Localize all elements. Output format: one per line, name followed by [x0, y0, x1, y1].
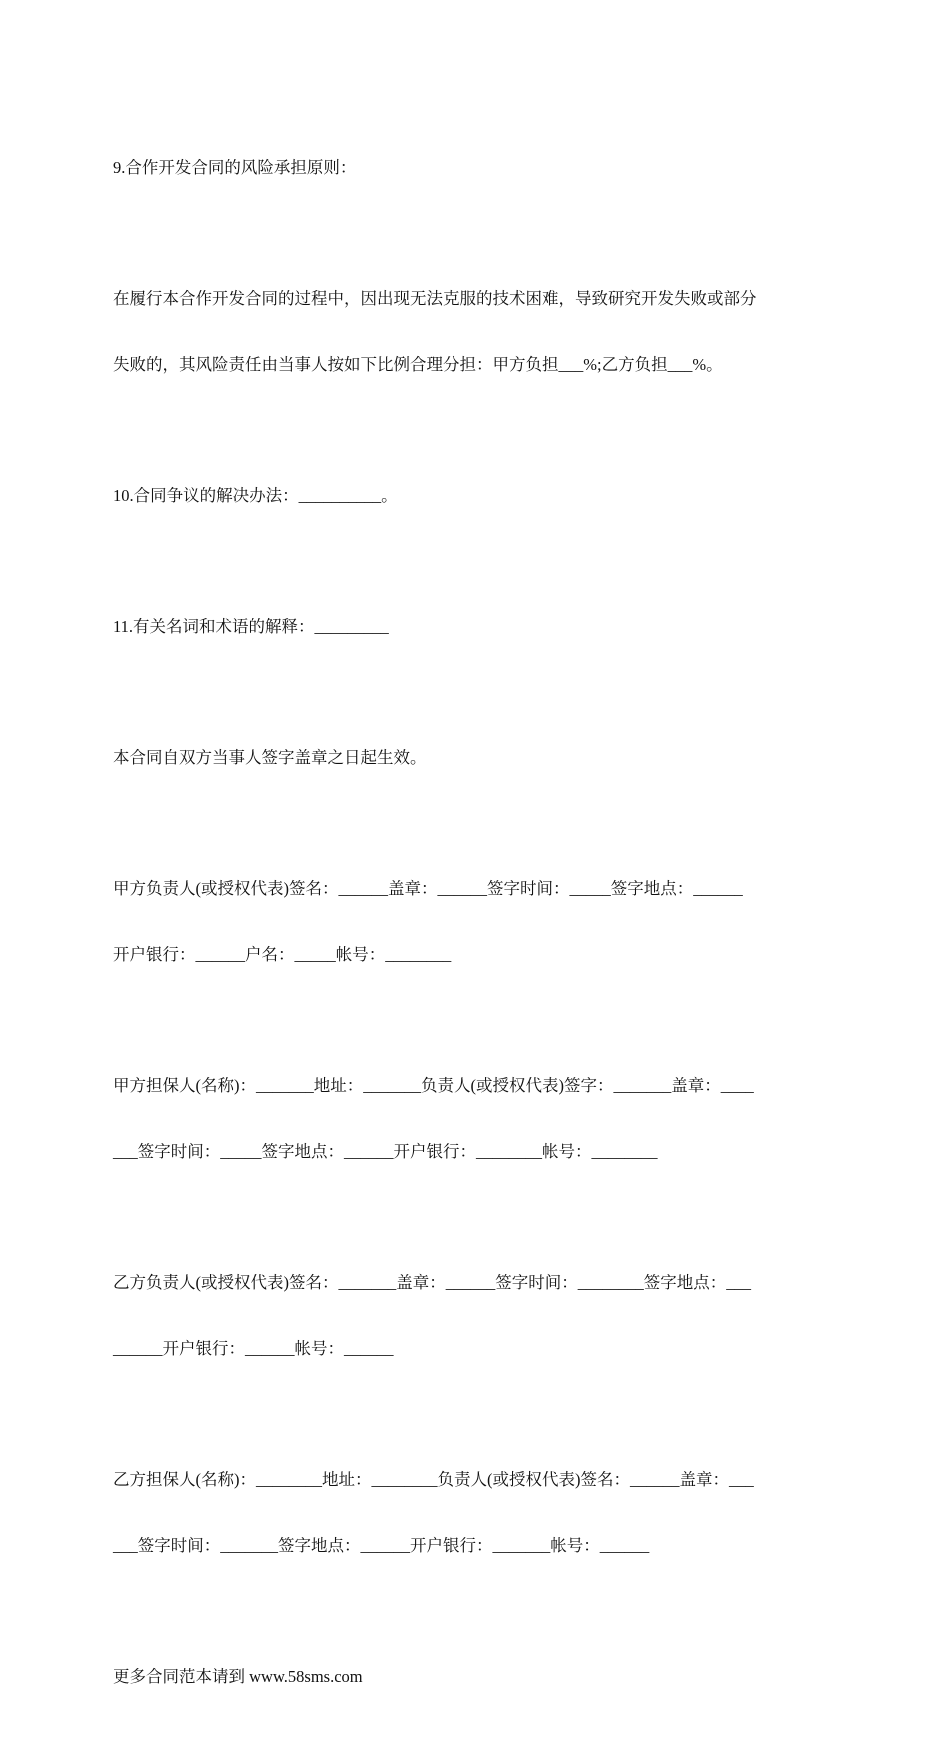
- party-a-principal-line-2: 开户银行：______户名：_____帐号：________: [113, 945, 452, 964]
- party-a-principal-block: [113, 834, 839, 1010]
- section-9-heading-text: 9.合作开发合同的风险承担原则：: [113, 158, 357, 177]
- party-a-guarantor-line-2: ___签字时间：_____签字地点：______开户银行：________帐号：________: [113, 1142, 658, 1161]
- footer-note-text: 更多合同范本请到 www.58sms.com: [113, 1667, 363, 1686]
- party-b-principal-line-2: ______开户银行：______帐号：______: [113, 1339, 394, 1358]
- party-b-guarantor-block: [113, 1425, 839, 1601]
- party-b-principal-line-1: 乙方负责人(或授权代表)签名：_______盖章：______签字时间：________签字地点：___: [113, 1273, 751, 1292]
- party-a-guarantor-line-1: 甲方担保人(名称)：_______地址：_______负责人(或授权代表)签字：_______盖章：____: [113, 1076, 754, 1095]
- party-b-guarantor-line-2: ___签字时间：_______签字地点：______开户银行：_______帐号：______: [113, 1536, 650, 1555]
- section-9-body: [113, 244, 839, 420]
- party-b-principal-block: [113, 1228, 839, 1404]
- effective-clause: [113, 703, 839, 813]
- section-11-text: 11.有关名词和术语的解释：_________: [113, 617, 389, 636]
- party-b-guarantor-line-1: 乙方担保人(名称)：________地址：________负责人(或授权代表)签名：______盖章：___: [113, 1470, 754, 1489]
- document-page: [113, 113, 839, 1753]
- section-10: [113, 441, 839, 551]
- section-11: [113, 572, 839, 682]
- section-9-body-line-1: 在履行本合作开发合同的过程中，因出现无法克服的技术困难，导致研究开发失败或部分: [113, 289, 757, 308]
- party-a-principal-line-1: 甲方负责人(或授权代表)签名：______盖章：______签字时间：_____签字地点：______: [113, 879, 743, 898]
- footer-note: [113, 1622, 839, 1732]
- party-a-guarantor-block: [113, 1031, 839, 1207]
- section-9-body-line-2: 失败的，其风险责任由当事人按如下比例合理分担：甲方负担___%;乙方负担___%。: [113, 355, 723, 374]
- effective-clause-text: 本合同自双方当事人签字盖章之日起生效。: [113, 748, 427, 767]
- section-10-text: 10.合同争议的解决办法：__________。: [113, 486, 398, 505]
- section-9-heading: [113, 113, 839, 223]
